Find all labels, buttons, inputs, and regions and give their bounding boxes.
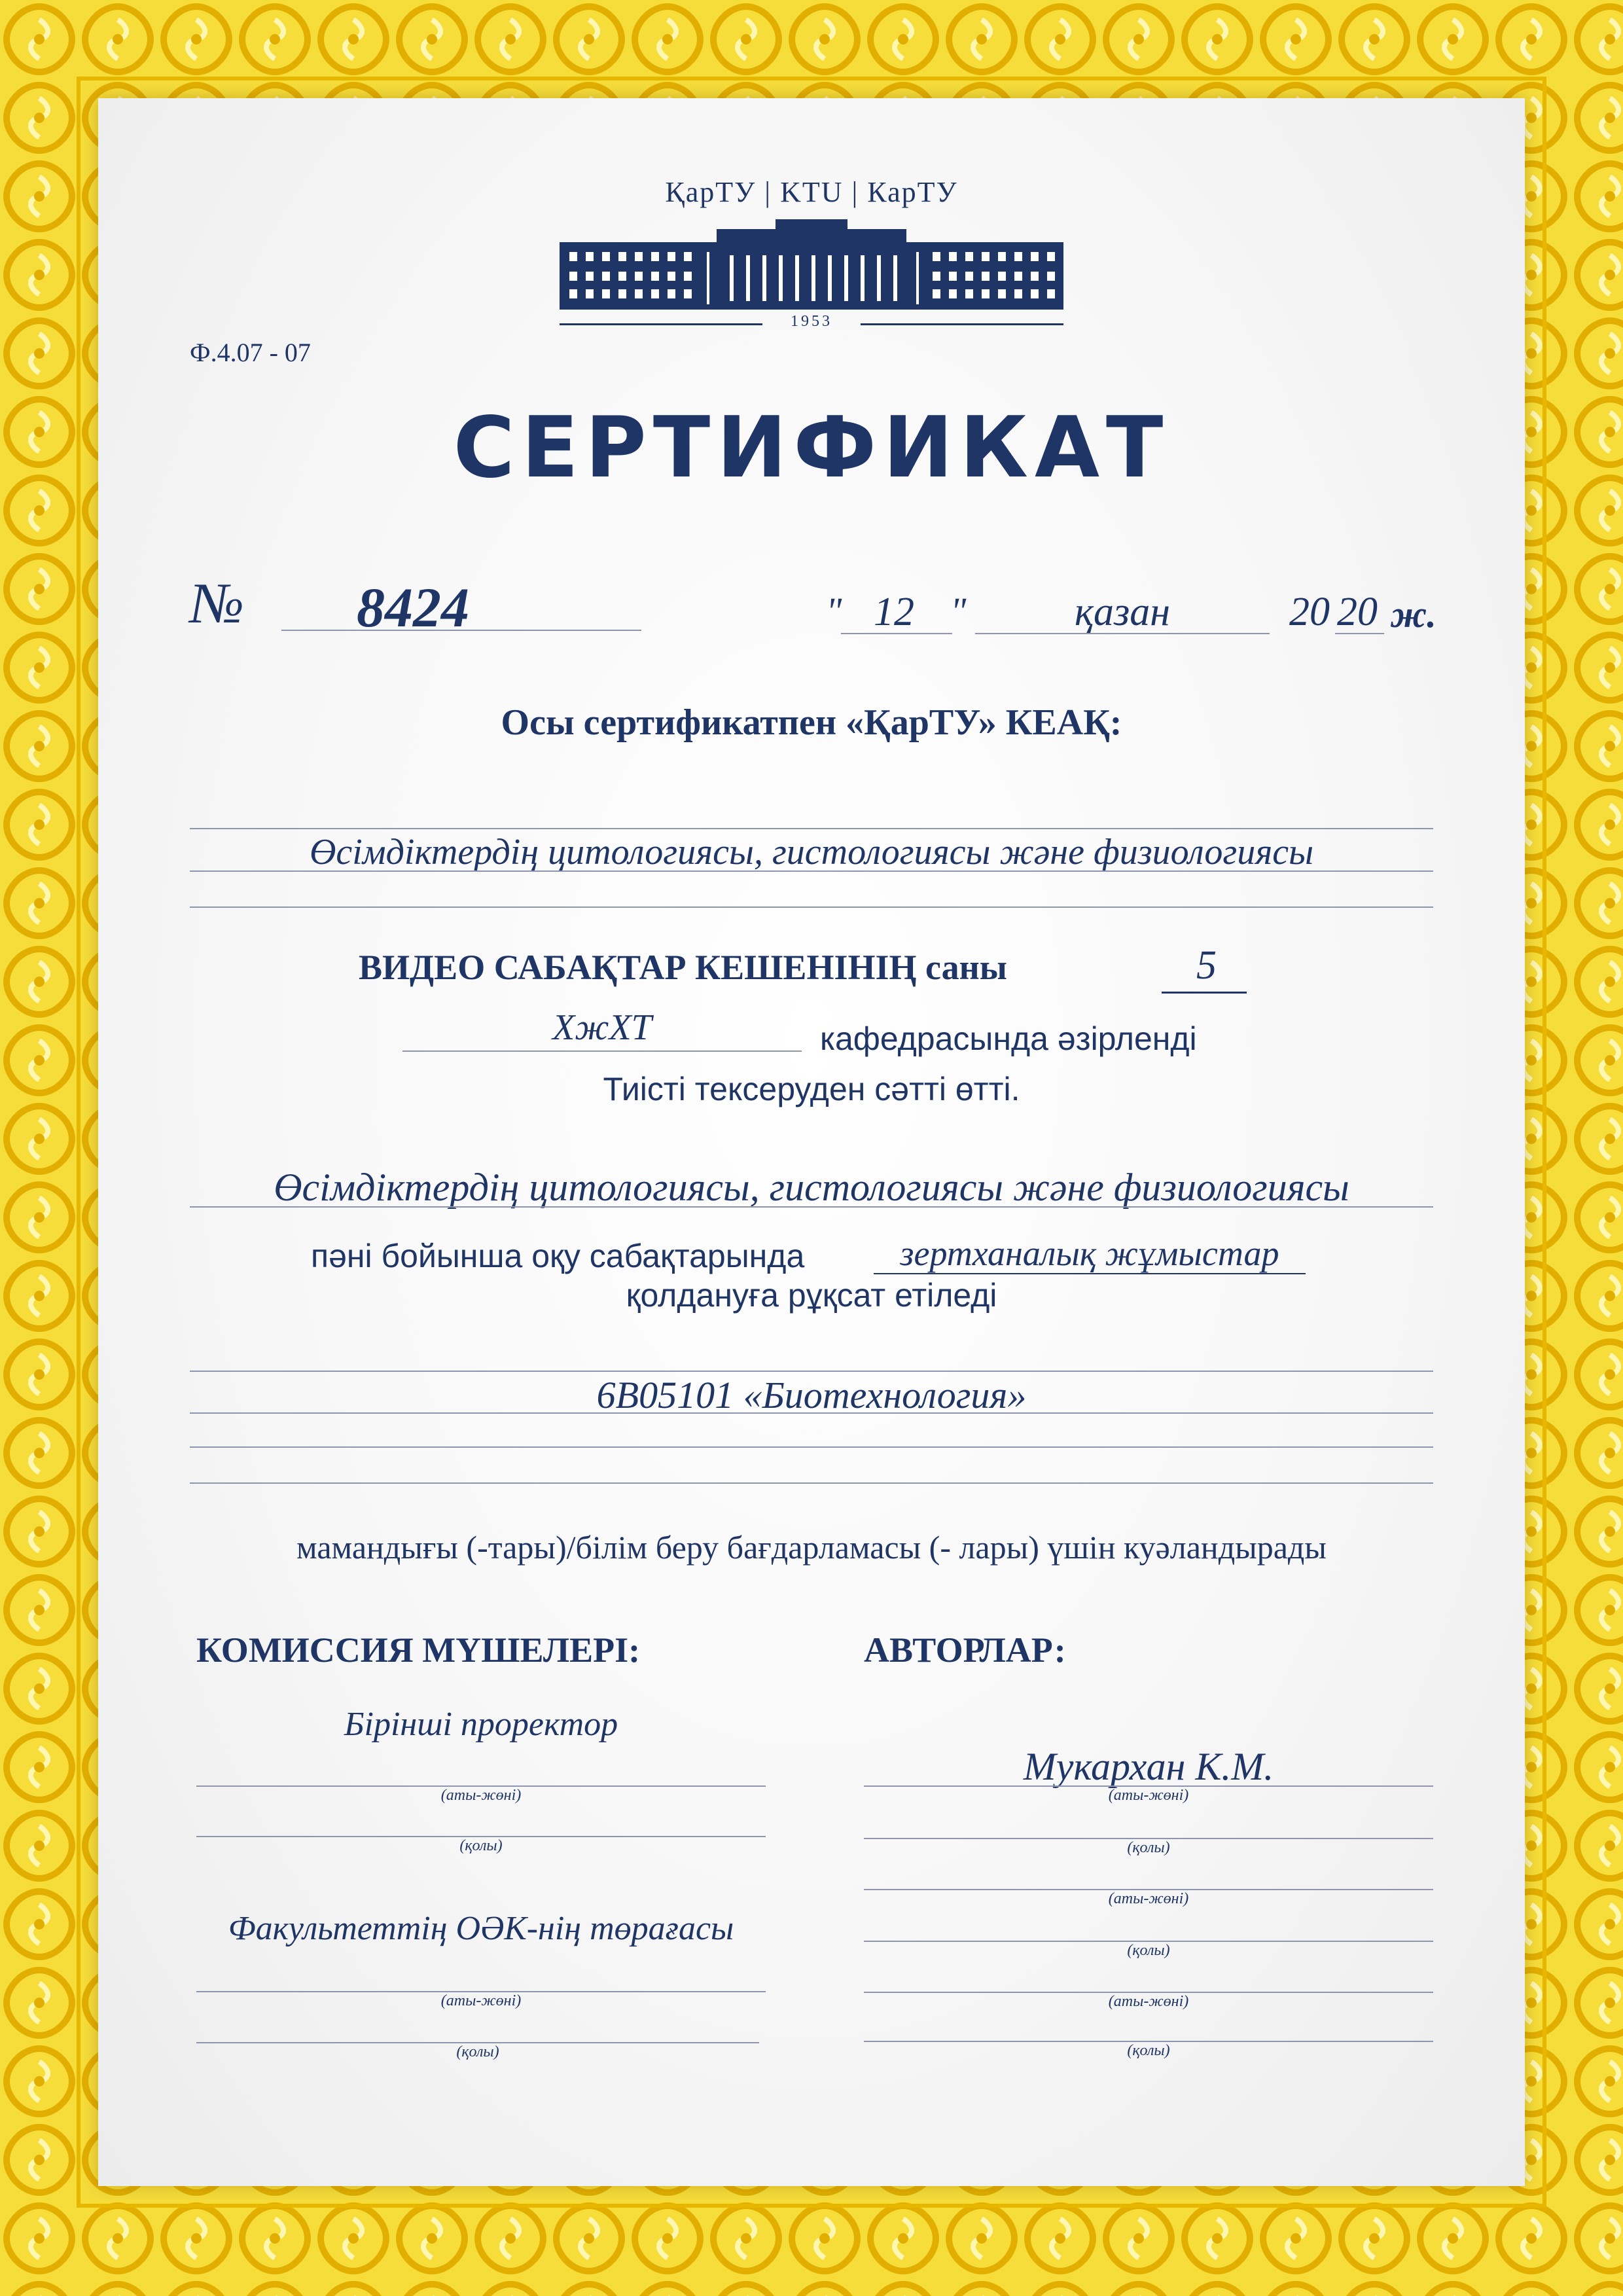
commission-role-1: Бірінші проректор <box>344 1706 618 1743</box>
certificate-number: 8424 <box>357 576 469 639</box>
department-name: ХжХТ <box>552 1007 652 1048</box>
usage-line <box>874 1273 1306 1274</box>
date-close-quote: " <box>950 590 967 632</box>
logo-underline-right <box>861 323 1063 325</box>
video-lessons-count: 5 <box>1196 943 1217 988</box>
certificate-heading: Осы сертификатпен «ҚарТУ» КЕАҚ: <box>501 702 1122 743</box>
course-top-line <box>190 828 1433 829</box>
commission-heading: КОМИССИЯ МҮШЕЛЕРІ: <box>196 1630 641 1670</box>
logo-underline-left <box>560 323 762 325</box>
number-line <box>281 630 641 631</box>
date-month-line <box>975 633 1270 634</box>
author-sign-caption-1: (қолы) <box>1127 1839 1170 1856</box>
course-line-1 <box>190 870 1433 872</box>
review-text: Тиісті тексеруден сәтті өтті. <box>603 1071 1020 1107</box>
usage-value: зертханалық жұмыстар <box>900 1234 1279 1273</box>
authors-heading: АВТОРЛАР: <box>864 1630 1066 1670</box>
university-building-logo <box>560 216 1063 314</box>
author-name-caption-2: (аты-жөні) <box>1108 1890 1189 1907</box>
commission-role-2: Факультеттің ОӘК-нің төрағасы <box>228 1910 734 1947</box>
course-name-2: Өсімдіктердің цитологиясы, гистологиясы және физиологиясы <box>274 1166 1349 1209</box>
department-suffix: кафедрасында әзірленді <box>820 1020 1197 1057</box>
course2-line <box>190 1206 1433 1208</box>
commission-name-caption-1: (аты-жөні) <box>440 1787 522 1804</box>
author-name-caption-3: (аты-жөні) <box>1108 1993 1189 2010</box>
author-name-caption-1: (аты-жөні) <box>1108 1787 1189 1804</box>
founding-year: 1953 <box>791 313 832 330</box>
certify-text: мамандығы (-тары)/білім беру бағдарламасы (- лары) үшін куәландырады <box>296 1529 1327 1566</box>
specialty-top-line <box>190 1371 1433 1372</box>
specialty-line-2 <box>190 1446 1433 1448</box>
usage-permission: қолдануға рұқсат етіледі <box>626 1277 997 1314</box>
specialty-line-3 <box>190 1482 1433 1484</box>
department-line <box>402 1050 802 1052</box>
author-sign-caption-2: (қолы) <box>1127 1942 1170 1959</box>
course-name-1: Өсімдіктердің цитологиясы, гистологиясы және физиологиясы <box>309 832 1314 872</box>
author-1-name: Мукархан К.М. <box>1023 1745 1274 1788</box>
course-line-2 <box>190 906 1433 908</box>
university-logo-text: ҚарТУ | KTU | КарТУ <box>665 176 958 208</box>
date-year-suffix: 20 <box>1337 590 1378 634</box>
date-day-line <box>841 633 952 634</box>
number-symbol: № <box>190 572 244 636</box>
usage-prefix: пәні бойынша оқу сабақтарында <box>311 1238 805 1274</box>
author-sign-caption-3: (қолы) <box>1127 2042 1170 2059</box>
certificate-title: СЕРТИФИКАТ <box>453 399 1170 497</box>
video-lessons-text: ВИДЕО САБАҚТАР КЕШЕНІНІҢ саны <box>359 948 1007 987</box>
commission-sign-caption-2: (қолы) <box>456 2043 499 2060</box>
date-day: 12 <box>874 590 914 634</box>
date-year-line <box>1335 633 1384 634</box>
form-number: Ф.4.07 - 07 <box>190 338 311 367</box>
specialty-line-1 <box>190 1412 1433 1414</box>
commission-sign-caption-1: (қолы) <box>459 1837 503 1854</box>
date-open-quote: " <box>826 590 842 632</box>
date-year-word: ж. <box>1391 593 1436 636</box>
date-year-prefix: 20 <box>1289 590 1330 634</box>
specialty-name: 6В05101 «Биотехнология» <box>596 1374 1027 1416</box>
video-count-line <box>1162 992 1247 994</box>
commission-name-caption-2: (аты-жөні) <box>440 1992 522 2009</box>
date-month: қазан <box>1075 590 1170 634</box>
